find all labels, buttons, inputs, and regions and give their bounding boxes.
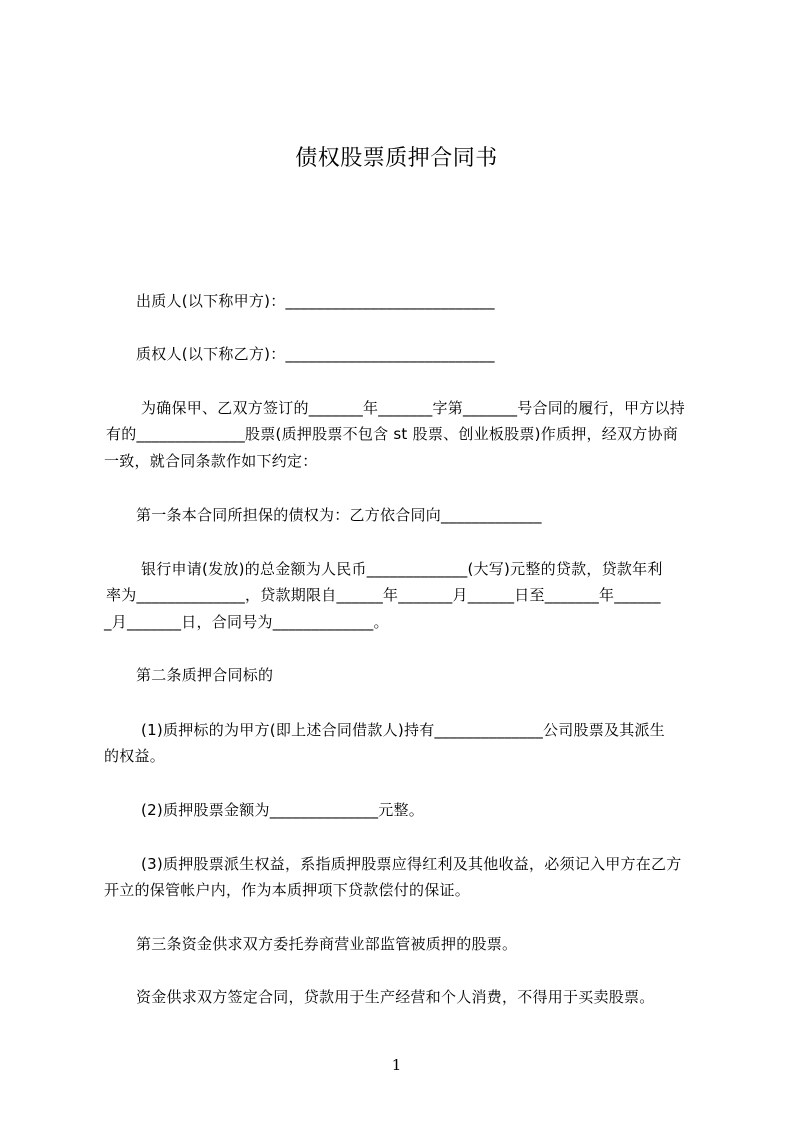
clause-2-line: (2)质押股票金额为______________元整。 <box>141 801 424 819</box>
clause-1-line-2: 的权益。 <box>104 747 166 765</box>
article-2-heading: 第二条质押合同标的 <box>136 666 274 684</box>
clause-3-line-2: 开立的保管帐户内，作为本质押项下贷款偿付的保证。 <box>104 881 471 899</box>
intro-line-2: 有的______________股票(质押股票不包含 st 股票、创业板股票)作质押，经双方协商 <box>106 425 678 443</box>
article-3-heading: 第三条资金供求双方委托券商营业部监管被质押的股票。 <box>136 935 518 953</box>
loan-line-3: _月_______日，合同号为_____________。 <box>104 613 389 631</box>
article-1-heading: 第一条本合同所担保的债权为：乙方依合同向_____________ <box>136 506 542 524</box>
clause-3-line-1: (3)质押股票派生权益，系指质押股票应得红利及其他收益，必须记入甲方在乙方 <box>141 855 682 873</box>
page-number: 1 <box>391 1056 402 1074</box>
loan-line-2: 率为______________，贷款期限自______年_______月______日至_______年______ <box>106 586 661 604</box>
pledgee-line: 质权人(以下称乙方)：___________________________ <box>136 345 495 363</box>
intro-line-3: 一致，就合同条款作如下约定： <box>104 452 318 470</box>
clause-1-line-1: (1)质押标的为甲方(即上述合同借款人)持有______________公司股票及其派生 <box>141 721 665 739</box>
article-3-body: 资金供求双方签定合同，贷款用于生产经营和个人消费，不得用于买卖股票。 <box>136 988 655 1006</box>
document-title: 债权股票质押合同书 <box>295 146 498 171</box>
pledgor-line: 出质人(以下称甲方)：___________________________ <box>136 292 495 310</box>
intro-line-1: 为确保甲、乙双方签订的_______年_______字第_______号合同的履行，甲方以持 <box>141 399 686 417</box>
loan-line-1: 银行申请(发放)的总金额为人民币_____________(大写)元整的贷款，贷款年利 <box>141 560 663 578</box>
